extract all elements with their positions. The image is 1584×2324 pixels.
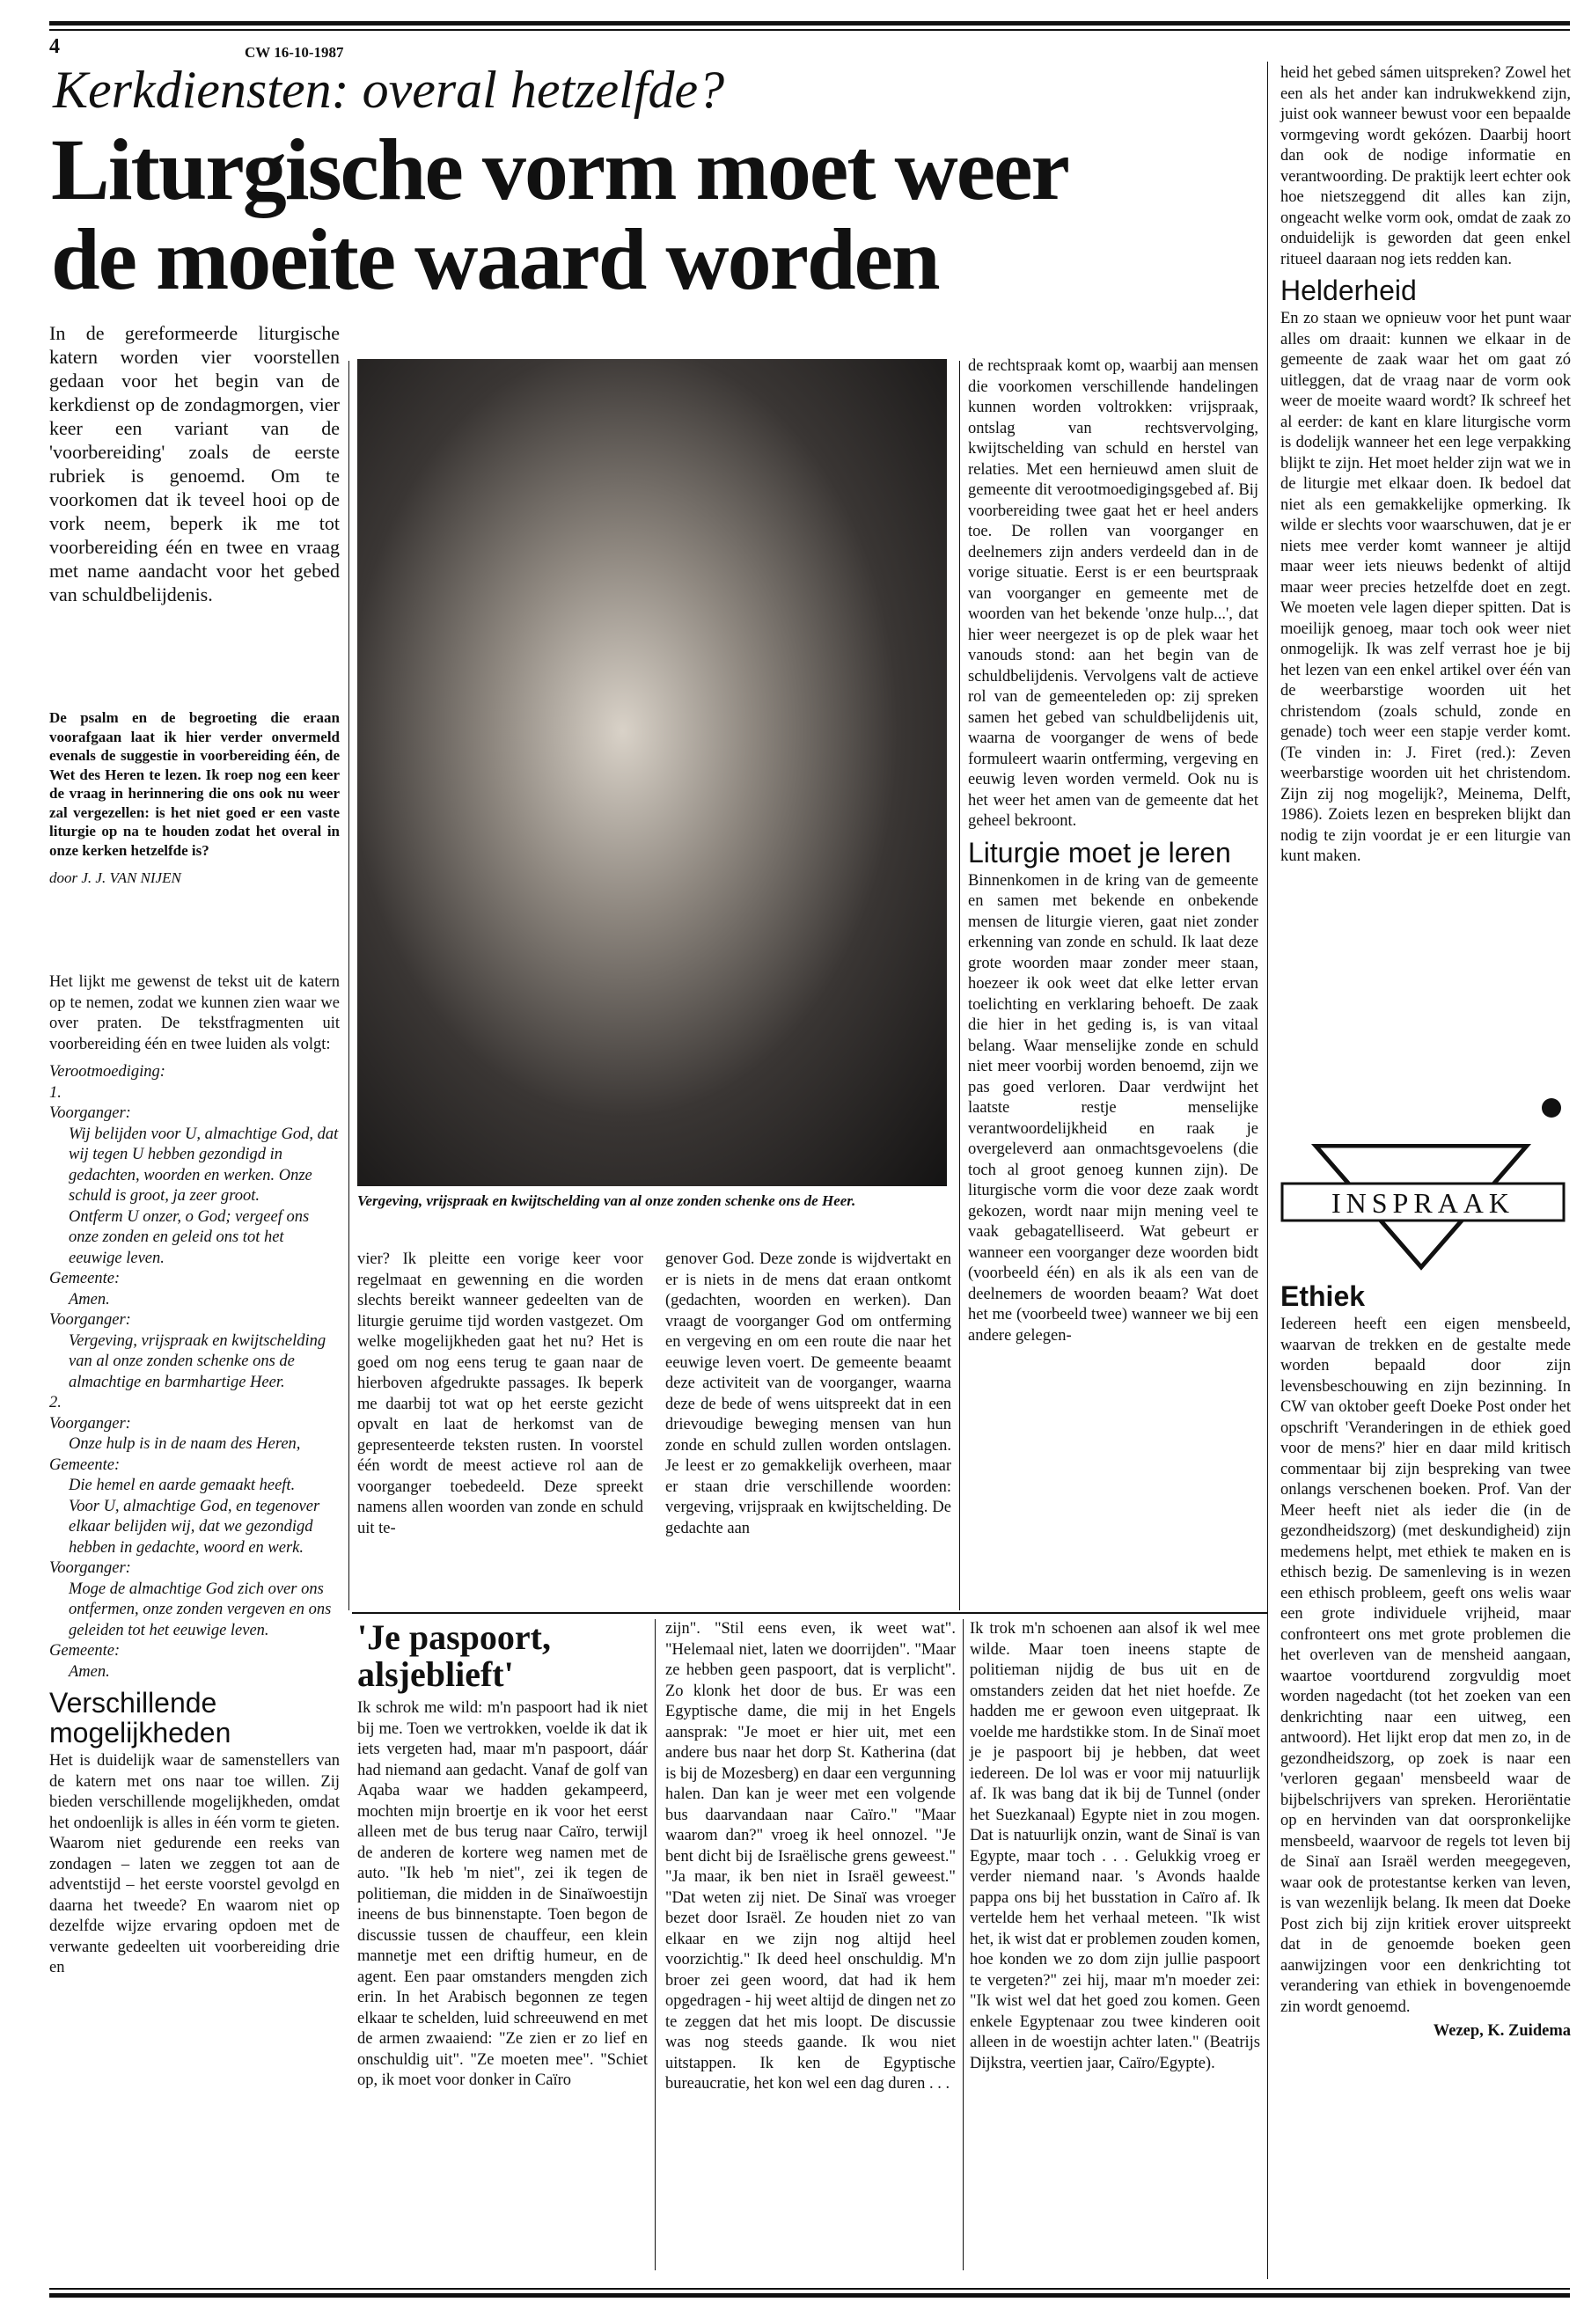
top-rule [49, 21, 1570, 26]
top-rule-thin [49, 29, 1570, 31]
liturgy-line: Voorganger: [49, 1311, 131, 1329]
section-rule [352, 1612, 1267, 1614]
col5-mid: En zo staan we opnieuw voor het punt waar alles om draait: kunnen we elkaar in de gemeente de zaak waar het om gaat zó uitleggen, dat de vraag naar de vorm ook weer de moeite waard wordt? Ik schreef het al eerder: de kant en klare liturgische vorm is dodelijk wanneer het een lege verpakking blijkt te zijn. Het moet helder zijn wat we in de liturgie met elkaar doen. Ik bedoel dat niet als een gemakkelijke opmerking. Ik wilde er slechts voor waarschuwen, dat je er niets mee verder komt wanneer je altijd maar weer iets nieuws bedenkt of altijd maar weer precies hetzelfde doet en zegt. We moeten vele lagen dieper spitten. Dat is moeilijk genoeg, maar toch ook weer niet onmogelijk. Ik was zelf verrast hoe je bij het lezen van een enkel artikel over één van de weerbarstige woorden uit het christendom (zoals schuld, zonde en genade) toch weer een stapje verder komt. (Te vinden in: J. Firet (red.): Zeven weerbarstige woorden uit het christendom. Zijn zij nog mogelijk?, Meinema, Delft, 1986). Zoiets lezen en bespreken blijkt dan nodig te zijn voordat je er een liturgie van kunt maken. [1280, 310, 1571, 865]
kicker: Kerkdiensten: overal hetzelfde? [53, 61, 725, 119]
liturgy-line: Die hemel en aarde gemaakt heeft. [69, 1477, 296, 1494]
column-5 [1280, 63, 1571, 871]
liturgy-line: Amen. [69, 1290, 110, 1309]
subhead-helderheid: Helderheid [1280, 275, 1417, 306]
paspoort-text-3: Ik trok m'n schoenen aan alsof ik wel mee wilde. Maar toen ineens stapte de politieman nijdig de bus uit en de omstanders zeiden dat het niet hoefde. Ze hadden me er gewoon even uitgepraat. Ik voelde me hardstikke stom. In de Sinaï moet je je paspoort bij je hebben, dat weet iedereen. De lol was er voor mij natuurlijk af. Ik was bang dat ik bij de Tunnel (onder het Suezkanaal) Egypte niet in zou mogen. Dat is natuurlijk onzin, want de Sinaï is van Egypte, maar toch . . . Gelukkig vroeg er verder niemand naar. 's Avonds haalde pappa ons bij het busstation in Caïro af. Ik vertelde hem het verhaal meteen. "Ik wist het, ik wist dat er problemen zouden komen, hoe konden we zo dom zijn jullie paspoort te vergeten?" zei hij, maar m'n moeder zei: "Ik wist wel dat het goed zou komen. Geen enkele Egyptenaar zou twee kinderen ooit alleen in de woestijn achter laten." (Beatrijs Dijkstra, veertien jaar, Caïro/Egypte). [970, 1620, 1260, 2072]
paspoort-text-1: Ik schrok me wild: m'n paspoort had ik niet bij me. Toen we vertrokken, voelde ik dat ik iets vergeten had, maar m'n paspoort, dáár had niemand aan gedacht. Vanaf de golf van Aqaba waar we hadden gekampeerd, mochten mijn broertje en ik voor het eerst alleen met de bus terug naar Caïro, terwijl de anderen de kortere weg namen met de auto. "Ik heb 'm niet", zei ik tegen de politieman, die midden in de Sinaïwoestijn ineens de bus binnenstapte. Toen begon de discussie tussen de chauffeur, een klein mannetje met een driftig humeur, en de agent. Een paar omstanders mengden zich erin. In het Arabisch begonnen ze tegen elkaar te schelden, luid schreeuwend en met de armen zwaaiend: "Ze zien er zo lief en onschuldig uit". "Ze moeten mee". "Schiet op, ik moet voor donker in Caïro [357, 1699, 648, 2089]
col1-end: Het is duidelijk waar de samenstellers van de katern met ons naar toe willen. Zij bieden verschillende mogelijkheden, omdat het ondoenlijk is alles in één vorm te gieten. Waarom niet gedurende een reeks van zondagen – laten we zeggen tot aan de adventstijd – het eerste voorstel gevolgd en daarna het tweede? En waarom niet op dezelfde wijze ervaring opdoen met de verwante gedeelten uit voorbereiding drie en [49, 1752, 340, 1976]
column-divider [348, 361, 349, 1610]
byline: door J. J. VAN NIJEN [49, 869, 181, 886]
liturgy-line: Onze hulp is in de naam des Heren, [69, 1435, 301, 1453]
ethiek-text: Iedereen heeft een eigen mensbeeld, waarvan de trekken en de gestalte mede worden bepaald door zijn levensbeschouwing en zijn bezinning. In CW van oktober geeft Doeke Post onder het opschrift 'Veranderingen in de ethiek goed voor de mens?' hier en daar mild kritisch commentaar bij zijn bespreking van twee onlangs verschenen boeken. Prof. Van der Meer heeft niet als ieder die (in de gezondheidszorg) (met deskundigheid) zijn medemens helpt, met ethiek te maken en is ethisch bezig. De samenleving is in wezen een ethisch probleem, geeft ons welis waar een grote individuele vrijheid, maar confronteert ons met grote problemen die het overleven van de mensheid aangaan, waartoe voortdurend zorgvuldig moet worden nagedacht (tot het zoeken van een denkrichting naar een uitweg, een antwoord). Het lijkt erop dat men zo, in de gezondheidszorg, op zoek is naar een 'verloren gegaan' mensbeeld waar de bijbelschrijvers van spreken. Heroriëntatie op en hervinden van dat oorspronkelijke mensbeeld, waarvoor de regels tot leven bij de Sinaï aan Israël werden meegegeven, waar ook de protestantse kerken van leven, is van wezenlijk belang. Ik meen dat Doeke Post zich bij zijn kritiek erover uitspreekt dat in de genoemde boeken geen aanwijzingen voor een denkrichting tot verandering van ethiek in bovengenoemde zin wordt genoemd. [1280, 1316, 1571, 2016]
source-date: CW 16-10-1987 [245, 44, 344, 61]
inspraak-label: INSPRAAK [1331, 1187, 1515, 1219]
liturgy-line: Gemeente: [49, 1642, 121, 1660]
column-divider [959, 361, 960, 1610]
liturgy-line: Voorganger: [49, 1559, 131, 1577]
liturgy-line: Amen. [69, 1662, 110, 1681]
paspoort-col-1 [357, 1619, 648, 2095]
paspoort-col-2 [665, 1619, 956, 2099]
bottom-rule-thin [49, 2288, 1570, 2290]
liturgy-line: Moge de almachtige God zich over ons ontfermen, onze zonden vergeven en ons geleiden tot het eeuwige leven. [69, 1580, 332, 1639]
col2-text: vier? Ik pleitte een vorige keer voor regelmaat en gewenning en die worden slechts bereikt wanneer gedeelten van de liturgie geruime tijd worden vastgezet. Om welke mogelijkheden gaat het nu? Het is goed om nog eens terug te gaan naar de hierboven afgedrukte passages. Ik beperk me daarbij tot wat op het eerste gezicht opvalt en laat de herkomst van de gepresenteerde teksten rusten. In voorstel één wordt de meest actieve rol aan de voorganger toebedeeld. Deze spreekt namens allen woorden van zonde en schuld uit te- [357, 1250, 643, 1537]
intro [49, 321, 340, 610]
liturgy-line: Voor U, almachtige God, en tegenover elkaar belijden wij, dat we gezondigd hebben in gedachte, woord en werk. [69, 1497, 320, 1557]
paspoort-text-2: zijn". "Stil eens even, ik weet wat". "Helemaal niet, laten we doorrijden". "Maar ze hebben geen paspoort, dat is verplicht". Zo klonk het door de bus. Er was een Egyptische dame, die mij in het Engels aansprak: "Je moet er hier uit, met een andere bus naar het dorp St. Katherina (dat is bij de Mozesberg) en daar een vergunning halen. Dan kan je weer met een volgende bus daarvandaan naar Caïro." "Maar waarom dan?" vroeg ik heel onnozel. "Je bent dicht bij de Israëlische grens geweest." "Ja maar, ik ben niet in Israël geweest." "Dat weten zij niet. De Sinaï was vroeger bezet door Israël. Ze houden niet zo van elkaar en we zijn nog altijd heel voorzichtig." Ik deed heel onschuldig. M'n broer zei geen woord, dat had ik hem opgedragen - hij weet altijd de dingen net zo te zeggen dat het mis loopt. De discussie was nog steeds gaande. Ik wou niet uitstappen. Ik ken de Egyptische bureaucratie, het kon wel een dag duren . . . [665, 1620, 956, 2093]
column-1 [49, 972, 340, 1983]
sculpture-photo [357, 359, 947, 1186]
col4-end: Binnenkomen in de kring van de gemeente en samen met bekende en onbekende mensen de liturgie vieren, gaat niet zonder erkenning van zonde en schuld. Ik laat deze grote woorden maar zonder meer staan, hoezeer ik ook weet dat elke letter ervan toelichting en verklaring behoeft. De zaak die hier in het geding is, is van vitaal belang. Waar menselijke zonde en schuld niet meer voorbij worden benoemd, zijn we pas goed verloren. Daar verdwijnt het laatste restje menselijke verantwoordelijkheid en raak je overgeleverd aan onmachtsgevoelens (die toch al groot genoeg kunnen zijn). De liturgische vorm die voor deze zaak wordt gekozen, wordt naar mijn mening veel te vaak gebagatelliseerd. Wat gebeurt er wanneer een voorganger deze woorden bidt (voorbeeld één) en als ik als een van de deelnemers de woorden beaam? Wat doet het me (voorbeeld twee) wanneer we bij een andere gelegen- [968, 871, 1258, 1345]
ethiek-signature: Wezep, K. Zuidema [1433, 2022, 1571, 2040]
col5-top: heid het gebed sámen uitspreken? Zowel het een als het ander kan indrukwekkend zijn, juist ook wanneer bewust voor een bepaalde vormgeving wordt gekózen. Daarbij hoort dan ook de nodige informatie en verantwoording. De praktijk leert echter ook hoe nietszeggend dit alles kan zijn, ongeacht welke vorm ook, omdat de zaak zo onduidelijk is geworden dat geen enkel ritueel daaraan nog iets redden kan. [1280, 64, 1571, 268]
liturgy-line: 1. [49, 1083, 62, 1102]
lead [49, 708, 340, 891]
ethiek-letter [1280, 1276, 1571, 2042]
headline [51, 121, 1265, 308]
headline-line-1: Liturgische vorm moet weer [51, 121, 1068, 218]
paspoort-col-3 [970, 1619, 1260, 2078]
ethiek-title: Ethiek [1280, 1280, 1366, 1312]
liturgy-line: Verootmoediging: [49, 1063, 165, 1081]
liturgy-line: Ontferm U onzer, o God; vergeef ons onze zonden en geleid ons tot het eeuwige leven. [69, 1207, 310, 1267]
liturgy-line: 2. [49, 1394, 62, 1411]
liturgy-line: Voorganger: [49, 1104, 131, 1122]
inspraak-logo [1280, 1144, 1566, 1276]
col4-top: de rechtspraak komt op, waarbij aan mensen die voorkomen verschillende handelingen kunnen worden voltrokken: vrijspraak, ontslag van rechtsvervolging, kwijtschelding van schuld en herstel van relaties. Met een hernieuwd amen sluit de gemeente dit verootmoedigingsgebed af. Bij voorbereiding twee gaat het er heel anders toe. De rollen van voorganger en deelnemers zijn anders verdeeld dan in de vorige situatie. Eerst is er een beurtspraak van voorganger en gemeente met de woorden van het bekende 'onze hulp...', dat hier weer neergezet is op de plek waar het vanouds stond: aan het begin van de schuldbelijdenis. Vervolgens valt de actieve rol van de gemeenteleden op: zij spreken samen het gebed van schuldbelijdenis uit, waarna de voorganger de wens of bede formuleert waarin ontferming, vergeving en eeuwig leven worden vermeld. Ook nu is het weer het amen van de gemeente dat het geheel bekroont. [968, 357, 1258, 830]
column-divider [655, 1619, 656, 2270]
liturgy-line: Gemeente: [49, 1270, 121, 1287]
end-bullet [1542, 1098, 1561, 1118]
subhead-mogelijkheden: Verschillende mogelijkheden [49, 1687, 231, 1748]
liturgy-line: Wij belijden voor U, almachtige God, dat wij tegen U hebben gezondigd in gedachten, woorden en werken. Onze schuld is groot, ja zeer groot. [69, 1125, 339, 1205]
col1-text: Het lijkt me gewenst de tekst uit de katern op te nemen, zodat we kunnen zien waar we over praten. De tekstfragmenten uit voorbereiding één en twee luiden als volgt: [49, 973, 340, 1053]
column-4 [968, 356, 1258, 1350]
column-3 [665, 1250, 951, 1543]
liturgy-line: Vergeving, vrijspraak en kwijtschelding van al onze zonden schenke ons de almachtige en barmhartige Heer. [69, 1331, 326, 1391]
liturgy [49, 1062, 340, 1683]
column-divider [963, 1619, 964, 2270]
column-2 [357, 1250, 643, 1543]
column-divider [1267, 62, 1268, 2279]
headline-line-2: de moeite waard worden [51, 210, 939, 308]
page-number: 4 [49, 35, 60, 58]
intro-text: In de gereformeerde liturgische katern worden vier voorstellen gedaan voor het begin van de kerkdienst op de zondagmorgen, vier keer een variant van de 'voorbereiding' zoals de eerste rubriek is genoemd. Om te voorkomen dat ik teveel hooi op de vork neem, beperk ik me tot voorbereiding één en twee en vraag met name aandacht voor het gebed van schuldbelijdenis. [49, 322, 340, 605]
liturgy-line: Gemeente: [49, 1455, 121, 1474]
paspoort-title: 'Je paspoort, alsjeblieft' [357, 1617, 551, 1694]
bottom-rule [49, 2293, 1570, 2298]
col3-text: genover God. Deze zonde is wijdvertakt en er is niets in de mens dat eraan ontkomt (gedachten, woorden en werken). Dan vraagt de voorganger God om ontferming en vergeving en om een route die naar het eeuwige leven voert. De gemeente beaamt deze activiteit van de voorganger, waarna deze de bede of wens uitspreekt dat in een drievoudige beweging mensen van hun zonde en schuld zullen worden ontslagen. Je leest er zo gemakkelijk overheen, maar er staan drie verschillende woorden: vergeving, vrijspraak en kwijtschelding. De gedachte aan [665, 1250, 951, 1537]
subhead-liturgie: Liturgie moet je leren [968, 836, 1231, 869]
lead-text: De psalm en de begroeting die eraan voorafgaan laat ik hier verder onvermeld evenals de suggestie in voorbereiding één, de Wet des Heren te lezen. Ik roep nog een keer de vraag in herinnering die ons ook nu weer zal vergezellen: is het niet goed er een vaste liturgie op na te houden zodat het overal in onze kerken hetzelfde is? [49, 709, 340, 859]
liturgy-line: Voorganger: [49, 1414, 131, 1433]
photo-caption: Vergeving, vrijspraak en kwijtschelding van al onze zonden schenke ons de Heer. [357, 1192, 856, 1209]
